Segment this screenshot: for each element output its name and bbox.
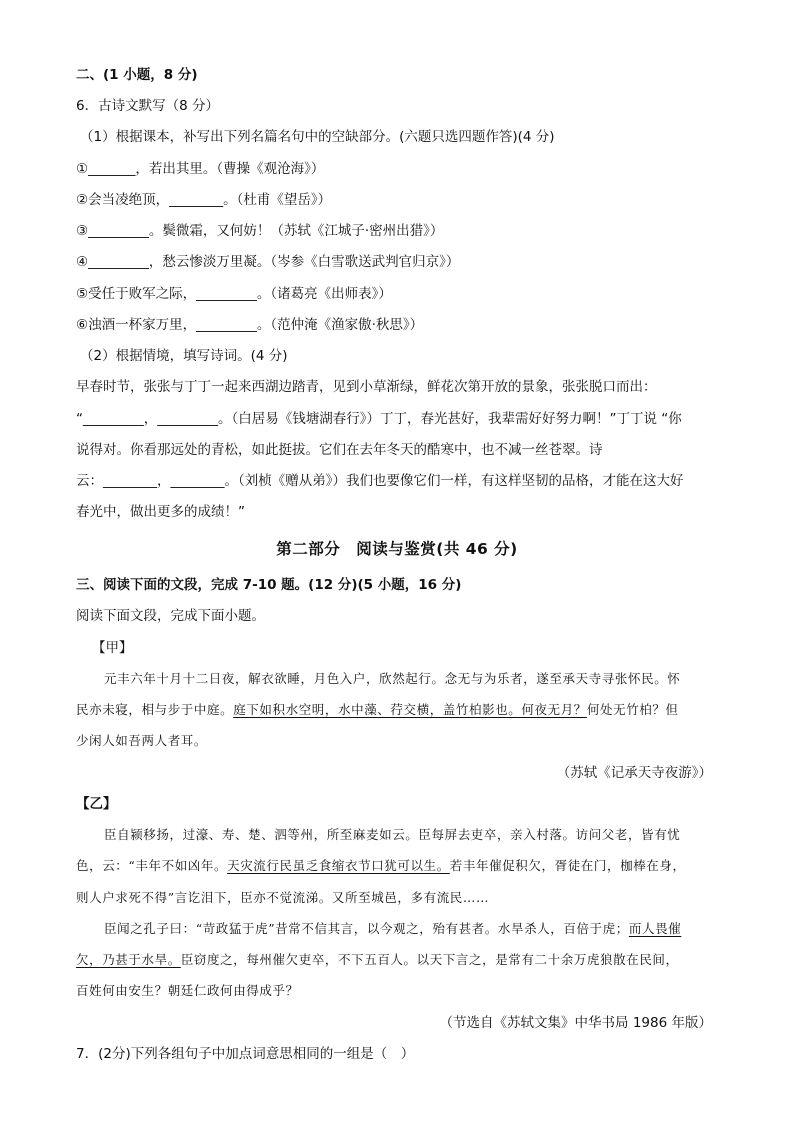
part2-title: 第二部分 阅读与鉴赏(共 46 分) (276, 540, 518, 558)
fill-item-1: ①_______，若出其里。（曹操《观沧海》） (76, 161, 325, 177)
scenario-line-1: 早春时节，张张与丁丁一起来西湖边踏青，见到小草渐绿，鲜花次第开放的景象，张张脱口而出： (76, 379, 657, 395)
yi-source: （节选自《苏轼文集》中华书局 1986 年版） (439, 1015, 712, 1031)
yi-p1-line-2-post: 若丰年催促积欠，胥徒在门，枷棒在身， (449, 858, 686, 873)
scenario-line-2: “_________，_________。（白居易《钱塘湖春行》）丁丁，春光甚好，我辈需好好努力啊！”丁丁说 “你 (76, 411, 682, 427)
section3-heading: 三、阅读下面的文段，完成 7-10 题。(12 分)(5 小题，16 分) (76, 577, 462, 593)
yi-p2-line-2 (76, 951, 734, 969)
yi-underlined-sentence-1: 天灾流行民虽乏食缩衣节口犹可以生。 (227, 858, 450, 873)
yi-p2-line-1 (104, 920, 734, 938)
section3-intro: 阅读下面文段，完成下面小题。 (76, 608, 265, 624)
q7-text: 7．(2分)下列各组句子中加点词意思相同的一组是（ ） (76, 1046, 415, 1062)
yi-p2-line-1-pre: 臣闻之孔子曰：“苛政猛于虎”昔常不信其言，以今观之，殆有甚者。水旱杀人，百倍于虎； (104, 921, 629, 936)
yi-underlined-sentence-2b: 欠，乃甚于水旱。 (76, 952, 181, 967)
scenario-line-4: 云：________，________。（刘桢《赠从弟》）我们也要像它们一样，有这样坚韧的品格，才能在这大好 (76, 473, 684, 489)
fill-item-4: ④_________，愁云惨淡万里凝。（岑参《白雪歌送武判官归京》） (76, 254, 460, 270)
jia-source: （苏轼《记承天寺夜游》） (556, 765, 712, 781)
fill-item-3: ③_________。鬓微霜，又何妨！（苏轼《江城子·密州出猎》） (76, 223, 444, 239)
jia-underlined-sentence: 庭下如积水空明，水中藻、荇交横，盖竹柏影也。何夜无月？ (233, 702, 587, 717)
scenario-line-3: 说得对。你看那远处的青松，如此挺拔。它们在去年冬天的酷寒中，也不减一丝苍翠。诗 (76, 442, 603, 458)
yi-p1-line-3: 则人户求死不得”言讫泪下，臣亦不觉流涕。又所至城邑，多有流民…… (76, 890, 490, 905)
yi-p2-line-2-post: 臣窃度之，每州催欠吏卒，不下五百人。以天下言之，是常有二十余万虎狼散在民间， (180, 952, 679, 967)
fill-item-6: ⑥浊酒一杯家万里，_________。（范仲淹《渔家傲·秋思》） (76, 317, 424, 333)
jia-line-2 (76, 701, 734, 719)
yi-label: 【乙】 (76, 796, 117, 812)
q6-sub2: （2）根据情境，填写诗词。(4 分) (80, 348, 288, 364)
yi-p1-line-2 (76, 857, 734, 875)
q6-title: 6．古诗文默写（8 分） (76, 98, 219, 114)
section2-heading: 二、(1 小题，8 分) (76, 67, 198, 83)
jia-line-3: 少闲人如吾两人者耳。 (76, 733, 208, 748)
jia-line-1: 元丰六年十月十二日夜，解衣欲睡，月色入户，欣然起行。念无与为乐者，遂至承天寺寻张怀民。怀 (104, 671, 681, 686)
fill-item-5: ⑤受任于败军之际，_________。（诸葛亮《出师表》） (76, 286, 392, 302)
q6-sub1: （1）根据课本，补写出下列名篇名句中的空缺部分。(六题只选四题作答)(4 分) (80, 129, 555, 145)
yi-p2-line-3: 百姓何由安生？朝廷仁政何由得成乎？ (76, 983, 299, 998)
yi-p1-line-2-pre: 色，云：“丰年不如凶年。 (76, 858, 228, 873)
yi-underlined-sentence-2a: 而人畏催 (628, 921, 682, 936)
fill-item-2: ②会当凌绝顶，________。（杜甫《望岳》） (76, 192, 332, 208)
jia-line-2-post: 何处无竹柏？但 (586, 702, 679, 717)
jia-label: 【甲】 (92, 640, 133, 656)
yi-p1-line-1: 臣自颍移扬，过濠、寿、楚、泗等州，所至麻麦如云。臣每屏去吏卒，亲入村落。访问父老，皆有忧 (104, 827, 681, 842)
scenario-line-5: 春光中，做出更多的成绩！” (76, 504, 245, 520)
jia-line-2-pre: 民亦未寝，相与步于中庭。 (76, 702, 234, 717)
